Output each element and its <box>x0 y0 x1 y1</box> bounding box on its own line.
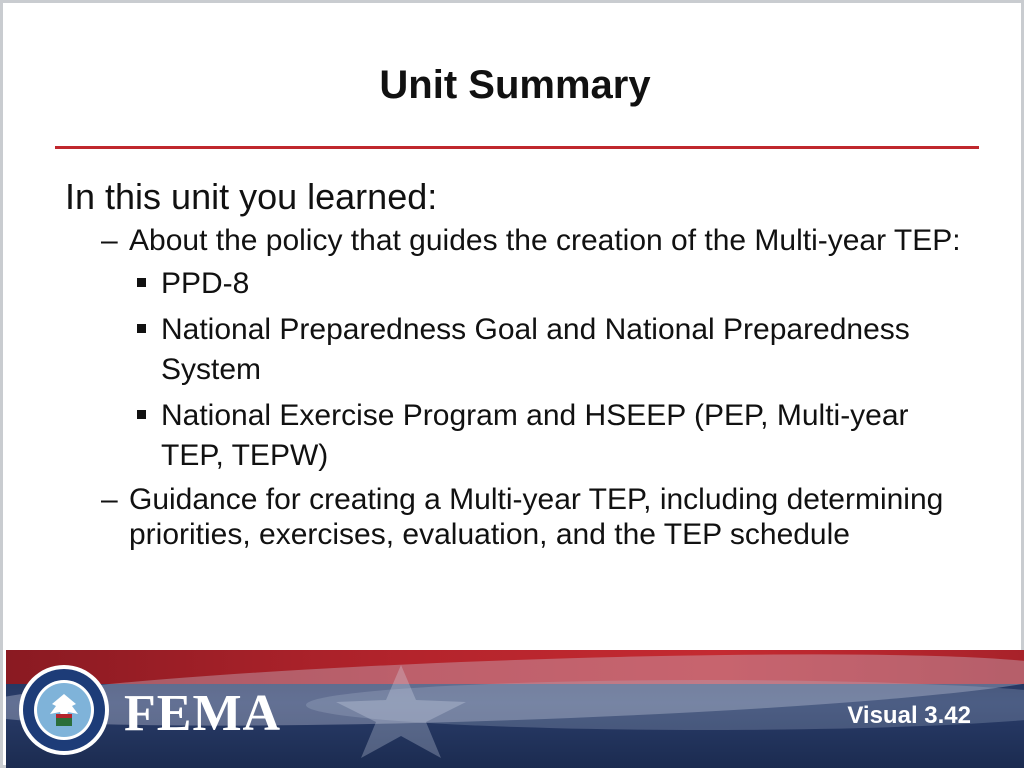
sub-bullet-npg <box>65 310 965 390</box>
fema-logo: FEMA <box>124 685 282 742</box>
square-bullet-icon <box>137 410 146 419</box>
slide-number: Visual 3.42 <box>847 702 971 729</box>
dhs-seal-icon <box>18 664 110 756</box>
bullet-item-policy <box>65 223 965 258</box>
square-bullet-icon <box>137 278 146 287</box>
footer-banner <box>6 650 1024 768</box>
title-divider <box>55 146 979 149</box>
sub-bullet-ppd8 <box>65 264 965 304</box>
dash-marker: – <box>101 483 118 516</box>
dash-marker: – <box>101 224 118 257</box>
slide-body <box>65 175 965 552</box>
sub-bullet-nep <box>65 396 965 476</box>
bullet-item-guidance <box>65 482 965 552</box>
bullet-text-policy: About the policy that guides the creation of the Multi-year TEP: <box>129 224 961 257</box>
star-icon <box>326 660 476 760</box>
sub-bullet-text-ppd8: PPD-8 <box>161 267 250 300</box>
lead-text: In this unit you learned: <box>65 176 438 217</box>
square-bullet-icon <box>137 324 146 333</box>
slide-title: Unit Summary <box>379 63 651 107</box>
sub-bullet-text-nep: National Exercise Program and HSEEP (PEP, Multi-year TEP, TEPW) <box>161 399 909 472</box>
bullet-text-guidance: Guidance for creating a Multi-year TEP, including determining priorities, exercises, evaluation, and the TEP schedule <box>129 483 944 551</box>
sub-bullet-text-npg: National Preparedness Goal and National Preparedness System <box>161 313 910 386</box>
